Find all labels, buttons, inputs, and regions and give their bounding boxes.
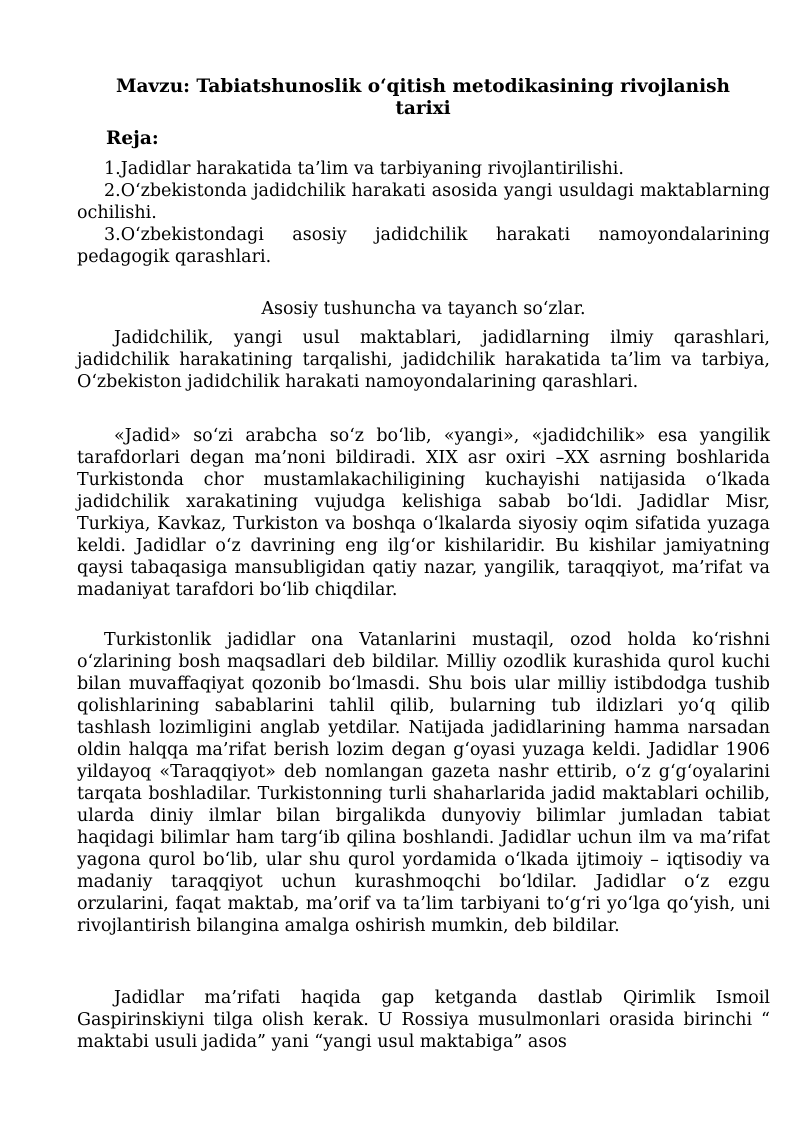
document-title: Mavzu: Tabiatshunoslik o‘qitish metodikasining rivojlanish tarixi [115, 76, 731, 119]
body-paragraph: «Jadid» so‘zi arabcha so‘z bo‘lib, «yangi», «jadidchilik» esa yangilik tarafdorlari degan ma’noni bildiradi. XIX asr oxiri –XX asrning boshlarida Turkistonda chor mustamlakachiligining kuchayishi natijasida o‘lkada jadidchilik xarakatining vujudga kelishiga sabab bo‘ldi. Jadidlar Misr, Turkiya, Kavkaz, Turkiston va boshqa o‘lkalarda siyosiy oqim sifatida yuzaga keldi. Jadidlar o‘z davrining eng ilg‘or kishilaridir. Bu kishilar jamiyatning qaysi tabaqasiga mansubligidan qatiy nazar, yangilik, taraqqiyot, ma’rifat va madaniyat tarafdori bo‘lib chiqdilar. [77, 426, 770, 600]
plan-list [77, 158, 770, 268]
plan-item: 3.O‘zbekistondagi asosiy jadidchilik harakati namoyondalarining pedagogik qarashlari. [77, 225, 770, 267]
plan-item: 1.Jadidlar harakatida ta’lim va tarbiyaning rivojlantirilishi. [104, 159, 624, 179]
keywords-heading: Asosiy tushuncha va tayanch so‘zlar. [261, 299, 586, 319]
plan-item: 2.O‘zbekistonda jadidchilik harakati asosida yangi usuldagi maktablarning ochilishi. [77, 181, 770, 223]
body-paragraph: Turkistonlik jadidlar ona Vatanlarini mustaqil, ozod holda ko‘rishni o‘zlarining bosh maqsadlari deb bildilar. Milliy ozodlik kurashida qurol kuchi bilan muvaffaqiyat qozonib bo‘lmasdi. Shu bois ular milliy istibdodga tushib qolishlarining sabablarini tahlil qilib, bularning tub ildizlari yo‘q qilib tashlash lozimligini anglab yetdilar. Natijada jadidlarining hamma narsadan oldin halqqa ma’rifat berish lozim degan g‘oyasi yuzaga keldi. Jadidlar 1906 yildayoq «Taraqqiyot» deb nomlangan gazeta nashr ettirib, o‘z g‘g‘oyalarini tarqata boshladilar. Turkistonning turli shaharlarida jadid maktablari ochilib, ularda diniy ilmlar bilan birgalikda dunyoviy bilimlar jumladan tabiat haqidagi bilimlar ham targ‘ib qilina boshlandi. Jadidlar uchun ilm va ma’rifat yagona qurol bo‘lib, ular shu qurol yordamida o‘lkada ijtimoiy – iqtisodiy va madaniy taraqqiyot uchun kurashmoqchi bo‘ldilar. Jadidlar o‘z ezgu orzularini, faqat maktab, ma’orif va ta’lim tarbiyani to‘g‘ri yo‘lga qo‘yish, uni rivojlantirish bilangina amalga oshirish mumkin, deb bildilar. [77, 630, 770, 936]
body-paragraph: Jadidlar ma’rifati haqida gap ketganda dastlab Qirimlik Ismoil Gaspirinskiyni tilga olish kerak. U Rossiya musulmonlari orasida birinchi “ maktabi usuli jadida” yani “yangi usul maktabiga” asos [77, 988, 770, 1052]
plan-heading: Reja: [106, 128, 159, 149]
keywords-paragraph: Jadidchilik, yangi usul maktablari, jadidlarning ilmiy qarashlari, jadidchilik harakatining tarqalishi, jadidchilik harakatida ta’lim va tarbiya, O‘zbekiston jadidchilik harakati namoyondalarining qarashlari. [77, 328, 770, 392]
